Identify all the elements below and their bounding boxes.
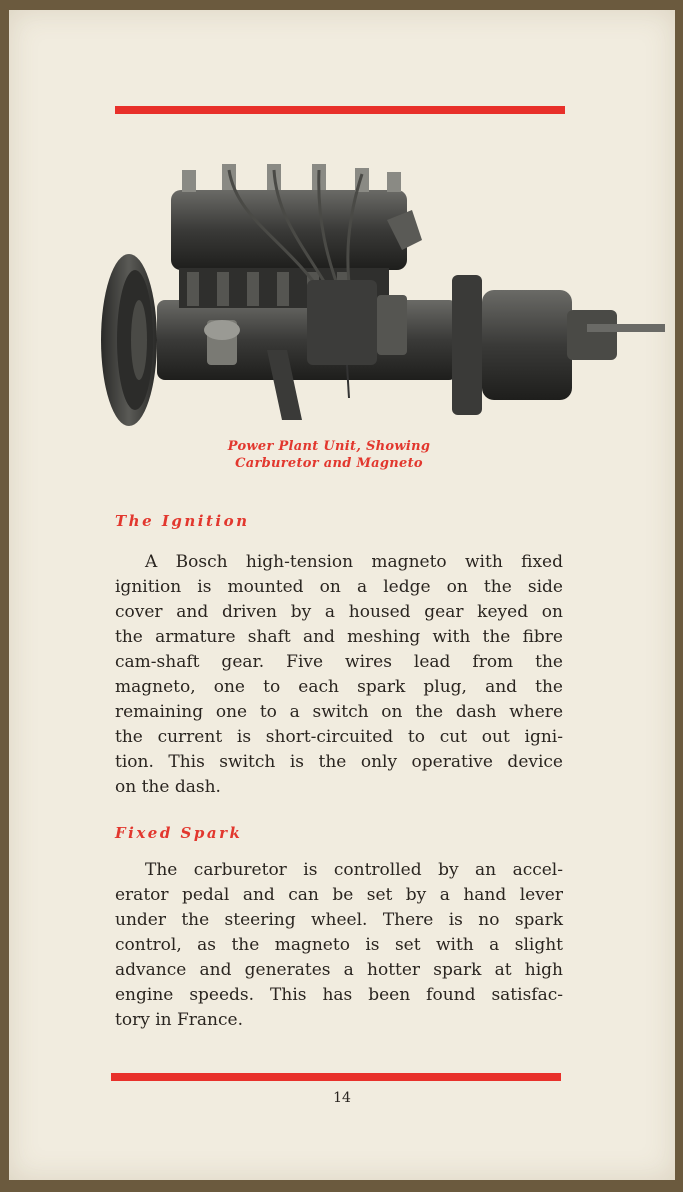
paragraph-fixed-spark (115, 858, 563, 1033)
text-line: engine speeds. This has been found satisfac- (115, 985, 563, 1005)
top-red-rule (115, 106, 565, 114)
section-heading-fixed-spark: Fixed Spark (115, 824, 243, 842)
text-line: erator pedal and can be set by a hand lever (115, 885, 563, 905)
text-line: under the steering wheel. There is no spark (115, 910, 563, 930)
text-line: The carburetor is controlled by an accel- (145, 860, 563, 880)
text-line: cover and driven by a housed gear keyed on (115, 602, 563, 622)
text-line: tory in France. (115, 1010, 243, 1030)
text-line: A Bosch high-tension magneto with fixed (145, 552, 563, 572)
engine-illustration (87, 150, 667, 435)
page-number: 14 (333, 1090, 351, 1106)
section-heading-ignition: The Ignition (115, 512, 250, 530)
text-line: the current is short-circuited to cut out igni- (115, 727, 563, 747)
paragraph-ignition (115, 550, 563, 800)
text-line: ignition is mounted on a ledge on the side (115, 577, 563, 597)
figure-caption (149, 438, 509, 472)
text-line: remaining one to a switch on the dash where (115, 702, 563, 722)
caption-line-2: Carburetor and Magneto (235, 456, 423, 471)
bottom-red-rule (111, 1073, 561, 1081)
caption-line-1: Power Plant Unit, Showing (227, 439, 431, 454)
book-page (9, 10, 675, 1180)
text-line: magneto, one to each spark plug, and the (115, 677, 563, 697)
text-line: the armature shaft and meshing with the fibre (115, 627, 563, 647)
text-line: advance and generates a hotter spark at high (115, 960, 563, 980)
text-line: on the dash. (115, 777, 221, 797)
text-line: tion. This switch is the only operative device (115, 752, 563, 772)
text-line: cam-shaft gear. Five wires lead from the (115, 652, 563, 672)
text-line: control, as the magneto is set with a slight (115, 935, 563, 955)
